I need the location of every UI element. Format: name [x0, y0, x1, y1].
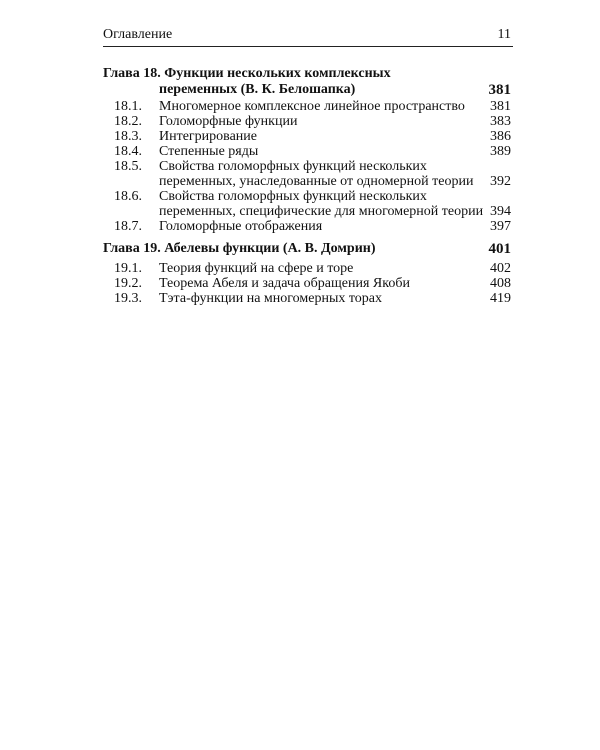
section-number: 18.3.: [114, 129, 142, 144]
chapter-title-line1: Глава 18. Функции нескольких комплексных: [103, 66, 391, 81]
chapter-title-line1: Глава 19. Абелевы функции (А. В. Домрин): [103, 241, 376, 256]
section-number: 19.1.: [114, 261, 142, 276]
section-title: Интегрирование: [159, 129, 258, 144]
section-number: 18.1.: [114, 99, 142, 114]
chapter-page-number: 381: [488, 82, 511, 98]
section-page-number: 402: [490, 261, 511, 276]
section-title: Степенные ряды: [159, 144, 259, 159]
section-title: Многомерное комплексное линейное пространство: [159, 99, 465, 114]
section-title-continued: переменных, унаследованные от одномерной теории: [159, 174, 474, 189]
section-page-number: 419: [490, 291, 511, 306]
toc-entry: [103, 160, 513, 190]
section-page-number: 394: [490, 204, 511, 219]
section-title-continued: переменных, специфические для многомерной теории: [159, 204, 484, 219]
section-page-number: 383: [490, 114, 511, 129]
running-header: [103, 24, 513, 47]
chapter-18-heading: [103, 66, 513, 98]
header-page-number: 11: [497, 27, 511, 42]
section-page-number: 392: [490, 174, 511, 189]
chapter-page-number: 401: [488, 241, 511, 257]
section-number: 19.2.: [114, 276, 142, 291]
section-title: Тэта-функции на многомерных торах: [159, 291, 383, 306]
section-number: 18.2.: [114, 114, 142, 129]
section-title: Свойства голоморфных функций нескольких: [159, 159, 427, 174]
section-number: 19.3.: [114, 291, 142, 306]
section-number: 18.7.: [114, 219, 142, 234]
chapter-19-heading: [103, 241, 513, 257]
section-title: Голоморфные функции: [159, 114, 298, 129]
section-page-number: 397: [490, 219, 511, 234]
section-page-number: 408: [490, 276, 511, 291]
section-title: Голоморфные отображения: [159, 219, 323, 234]
section-number: 18.5.: [114, 159, 142, 174]
section-page-number: 381: [490, 99, 511, 114]
section-number: 18.6.: [114, 189, 142, 204]
section-number: 18.4.: [114, 144, 142, 159]
section-title: Теория функций на сфере и торе: [159, 261, 354, 276]
header-title: Оглавление: [103, 27, 173, 42]
section-title: Свойства голоморфных функций нескольких: [159, 189, 427, 204]
section-page-number: 386: [490, 129, 511, 144]
section-title: Теорема Абеля и задача обращения Якоби: [159, 276, 410, 291]
chapter-title-line2: переменных (В. К. Белошапка): [159, 82, 356, 97]
section-page-number: 389: [490, 144, 511, 159]
toc-entry: [103, 190, 513, 220]
